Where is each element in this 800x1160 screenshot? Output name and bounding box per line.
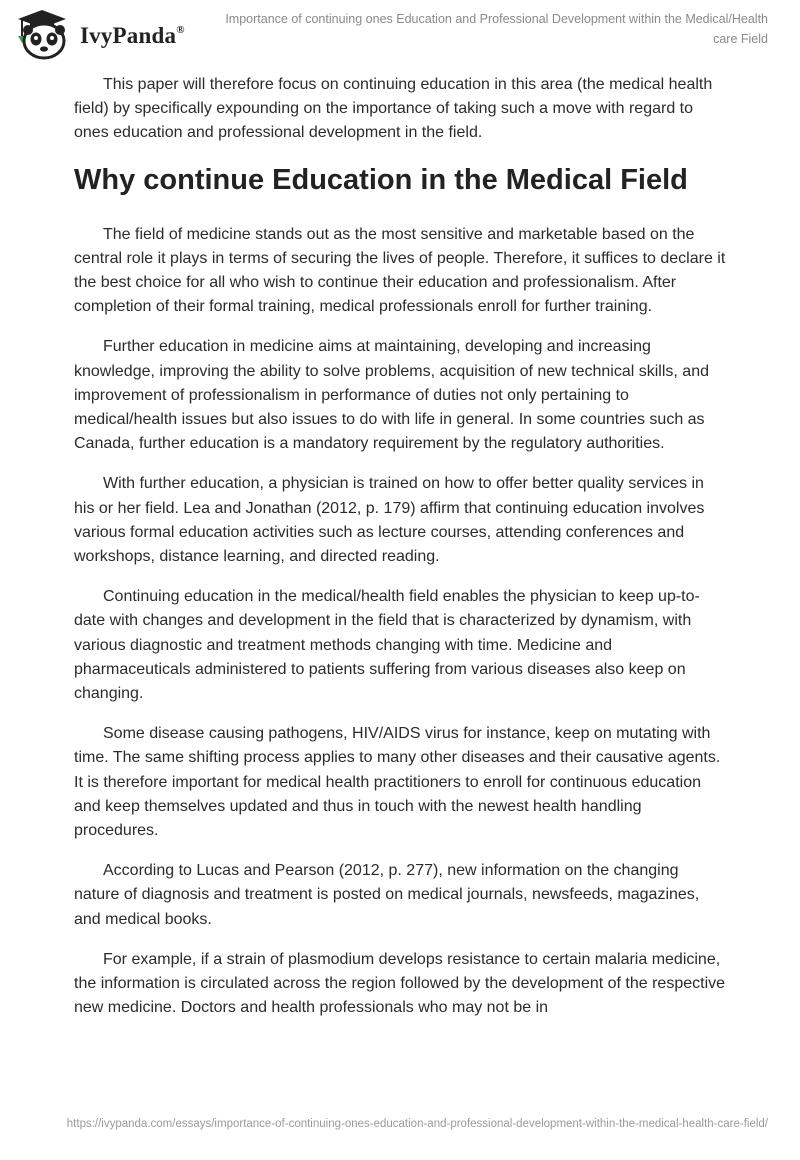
ivypanda-logo[interactable] xyxy=(14,8,234,62)
brand-name: IvyPanda® xyxy=(80,23,185,48)
paragraph: According to Lucas and Pearson (2012, p. 277), new information on the changing nature of diagnosis and treatment is posted on medical journals, newsfeeds, magazines, and medical books. xyxy=(74,862,700,928)
page-header xyxy=(0,0,800,70)
paragraph: Further education in medicine aims at maintaining, developing and increasing knowledge, improving the ability to solve problems, acquisition of new technical skills, and improvement of professionalism in performance of duties not only pertaining to medical/health issues but also issues to do with life in general. In some countries such as Canada, further education is a mandatory requirement by the regulatory authorities. xyxy=(74,338,709,453)
section-heading: Why continue Education in the Medical Field xyxy=(74,163,688,196)
paragraph: Continuing education in the medical/health field enables the physician to keep up-to-date with changes and development in the field that is characterized by dynamism, with various diagnostic and treatment methods changing with time. Medicine and pharmaceuticals administered to patients suffering from various diseases also keep on changing. xyxy=(74,588,700,703)
panda-logo-icon xyxy=(14,8,70,62)
paragraph: With further education, a physician is trained on how to offer better quality services in his or her field. Lea and Jonathan (2012, p. 179) affirm that continuing education involves various formal education activities such as lecture courses, attending conferences and workshops, distance learning, and directed reading. xyxy=(74,475,705,566)
paragraph: The field of medicine stands out as the most sensitive and marketable based on the central role it plays in terms of securing the lives of people. Therefore, it suffices to declare it the best choice for all who wish to continue their education and professionalism. After completion of their formal training, medical professionals enroll for further training. xyxy=(74,225,726,316)
document-title: Importance of continuing ones Education and Professional Development within the Medical/Health care Field xyxy=(225,12,768,46)
paragraph: For example, if a strain of plasmodium develops resistance to certain malaria medicine, the information is circulated across the region followed by the development of the respective new medicine. Doctors and health professionals who may not be in xyxy=(74,950,726,1017)
intro-paragraph: This paper will therefore focus on continuing education in this area (the medical health field) by specifically expounding on the importance of taking such a move with regard to ones education and professional development in the field. xyxy=(74,76,713,142)
source-url[interactable]: https://ivypanda.com/essays/importance-of-continuing-ones-education-and-professional-development-within-the-medical-health-care-field/ xyxy=(66,1118,768,1130)
paragraph: Some disease causing pathogens, HIV/AIDS virus for instance, keep on mutating with time. The same shifting process applies to many other diseases and their causative agents. It is therefore important for medical health practitioners to enroll for continuous education and keep themselves updated and thus in touch with the newest health handling procedures. xyxy=(74,725,721,840)
article-body xyxy=(74,73,726,1037)
